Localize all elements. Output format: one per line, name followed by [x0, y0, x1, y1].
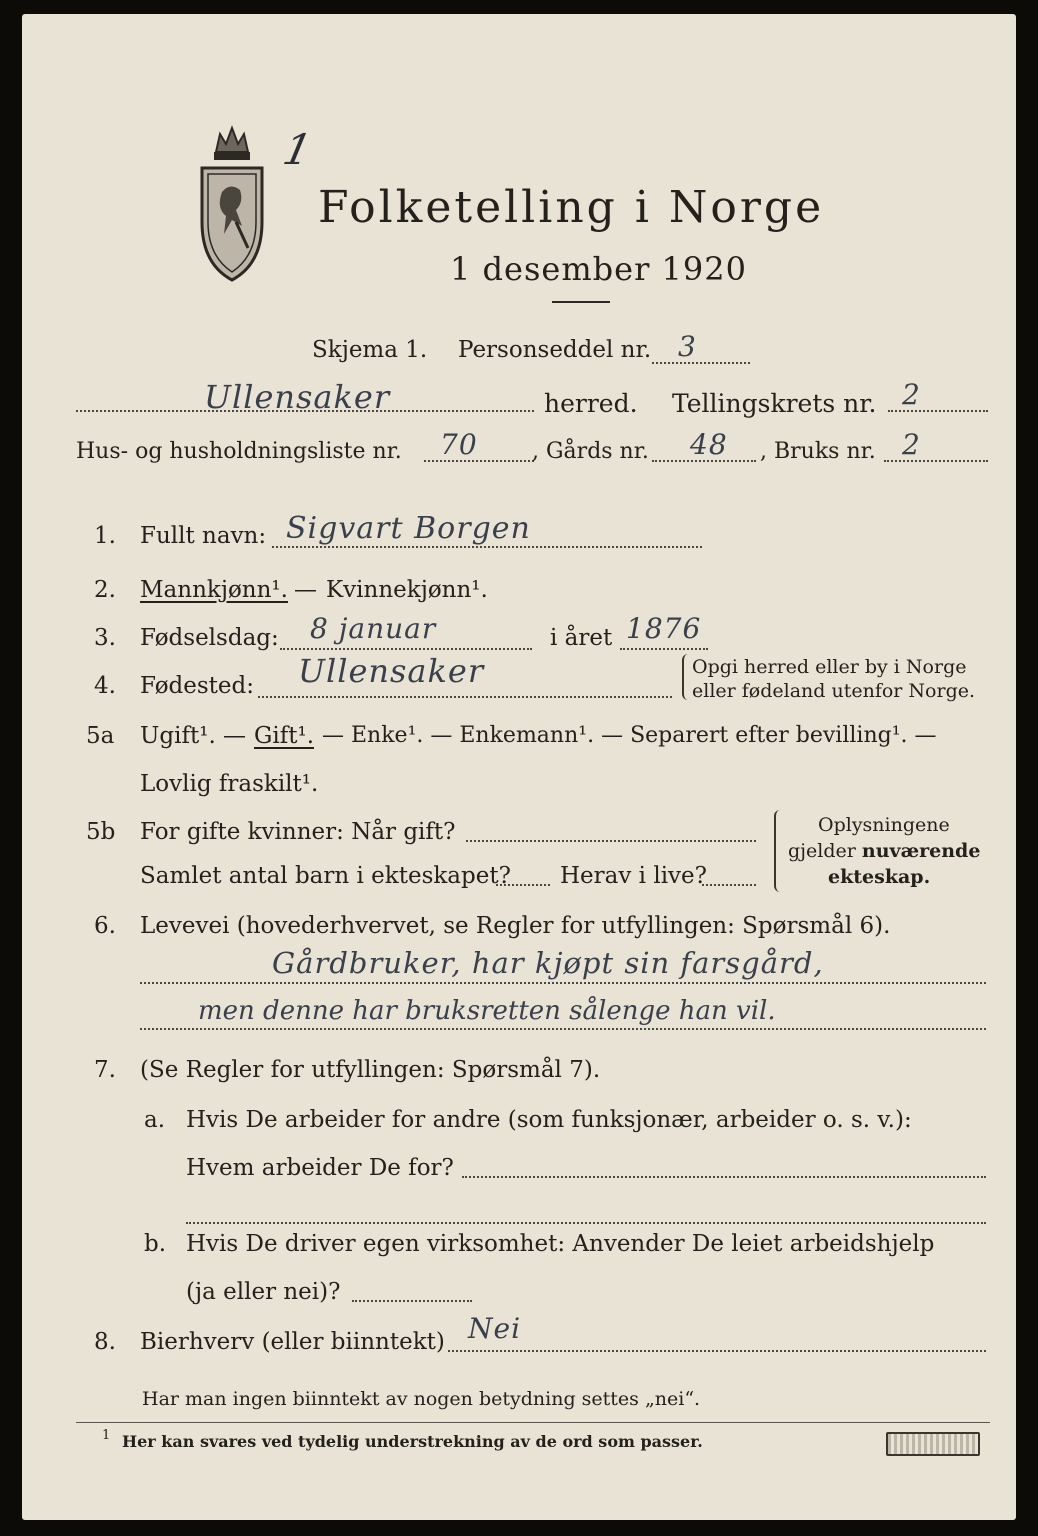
q6-line2 [140, 1028, 986, 1030]
q7b-line1: Hvis De driver egen virksomhet: Anvender De leiet arbeidshjelp [186, 1231, 935, 1257]
q6-line1 [140, 982, 986, 984]
q1-value: Sigvart Borgen [286, 511, 531, 546]
q2-male: Mannkjønn¹. [140, 577, 288, 603]
q5b-children-label: Samlet antal barn i ekteskapet? [140, 863, 511, 889]
herred-value: Ullensaker [204, 378, 391, 416]
bruks-value: 2 [902, 428, 921, 461]
gards-value: 48 [690, 428, 728, 461]
q4-value: Ullensaker [298, 652, 485, 690]
q7a-line2: Hvem arbeider De for? [186, 1155, 454, 1181]
title-divider [552, 301, 610, 303]
q7b-answer-line [352, 1300, 472, 1302]
q3-line [280, 648, 532, 650]
q7a-line-employer [462, 1176, 986, 1178]
personseddel-line [652, 362, 750, 364]
q8-number: 8. [94, 1329, 116, 1355]
q3-year-line [620, 648, 708, 650]
q3-year-value: 1876 [626, 612, 702, 645]
q4-note-line1: Opgi herred eller by i Norge [692, 656, 967, 678]
bruks-line [884, 460, 988, 462]
q5a-ugift: Ugift¹. — [140, 723, 247, 749]
q5b-brace [774, 810, 782, 892]
q4-label: Fødested: [140, 673, 255, 699]
q2-separator: — [294, 577, 317, 603]
corner-mark: 1 [278, 125, 317, 174]
q4-number: 4. [94, 673, 116, 699]
q6-label: Levevei (hovederhvervet, se Regler for utfyllingen: Spørsmål 6). [140, 913, 891, 939]
q5b-children-line [496, 884, 550, 886]
tellingskrets-label: Tellingskrets nr. [672, 389, 877, 418]
q7a-line-extra [186, 1222, 986, 1224]
skjema-label: Skjema 1. [312, 337, 428, 363]
q5b-married-line [466, 840, 756, 842]
q8-line [448, 1350, 986, 1352]
q3-value: 8 januar [310, 612, 437, 645]
q5a-gift: Gift¹. [254, 723, 315, 749]
q1-number: 1. [94, 523, 116, 549]
q6-value-line2: men denne har bruksretten sålenge han vil. [198, 996, 776, 1026]
q2-female: Kvinnekjønn¹. [326, 577, 488, 603]
q5a-line2: Lovlig fraskilt¹. [140, 771, 319, 797]
footer-note: Har man ingen biinntekt av nogen betydning settes „nei“. [142, 1388, 701, 1410]
q7b-line2: (ja eller nei)? [186, 1279, 341, 1305]
footnote-text: Her kan svares ved tydelig understrekning av de ord som passer. [122, 1432, 703, 1451]
q5b-number: 5b [86, 819, 116, 845]
q8-value: Nei [468, 1312, 522, 1345]
q7-label: (Se Regler for utfyllingen: Spørsmål 7). [140, 1057, 601, 1083]
q5b-note-line1: Oplysningene [818, 814, 950, 836]
q5b-alive-label: Herav i live? [560, 863, 707, 889]
q8-label: Bierhverv (eller biinntekt) [140, 1329, 445, 1355]
census-form-page [22, 14, 1016, 1520]
q1-label: Fullt navn: [140, 523, 267, 549]
q5b-note-line2 [788, 840, 980, 862]
q7a-letter: a. [144, 1107, 166, 1133]
q5b-line1: For gifte kvinner: Når gift? [140, 819, 456, 845]
gards-label: , Gårds nr. [532, 439, 649, 464]
bruks-label: , Bruks nr. [760, 439, 876, 464]
q6-value-line1: Gårdbruker, har kjøpt sin farsgård, [272, 946, 824, 980]
q7a-line1: Hvis De arbeider for andre (som funksjonær, arbeider o. s. v.): [186, 1107, 912, 1133]
q7b-letter: b. [144, 1231, 167, 1257]
q5a-number: 5a [86, 723, 115, 749]
hus-label: Hus- og husholdningsliste nr. [76, 439, 402, 464]
q1-line [272, 546, 702, 548]
form-title: Folketelling i Norge [318, 182, 825, 233]
q5b-note-nuvaerende: nuværende [861, 840, 981, 862]
printer-stamp-icon [886, 1432, 980, 1456]
q6-number: 6. [94, 913, 116, 939]
q5b-note-gjelder: gjelder [788, 840, 856, 862]
q4-note-line2: eller fødeland utenfor Norge. [692, 680, 976, 702]
q5a-options: — Enke¹. — Enkemann¹. — Separert efter bevilling¹. — [322, 723, 937, 748]
personseddel-label: Personseddel nr. [458, 337, 652, 363]
q4-brace [682, 654, 690, 700]
q7-number: 7. [94, 1057, 116, 1083]
coat-of-arms-icon [196, 122, 268, 284]
personseddel-value: 3 [678, 330, 697, 363]
q4-line [258, 696, 672, 698]
q3-number: 3. [94, 625, 116, 651]
q3-year-label: i året [550, 625, 613, 651]
herred-label: herred. [544, 389, 638, 418]
footer-divider [76, 1422, 990, 1423]
census-date: 1 desember 1920 [450, 250, 747, 288]
footnote-mark: 1 [102, 1428, 111, 1443]
q2-number: 2. [94, 577, 116, 603]
tellingskrets-value: 2 [902, 378, 921, 411]
hus-value: 70 [440, 428, 478, 461]
q5b-note-line3: ekteskap. [828, 866, 931, 888]
q3-label: Fødselsdag: [140, 625, 279, 651]
q5b-alive-line [702, 884, 756, 886]
